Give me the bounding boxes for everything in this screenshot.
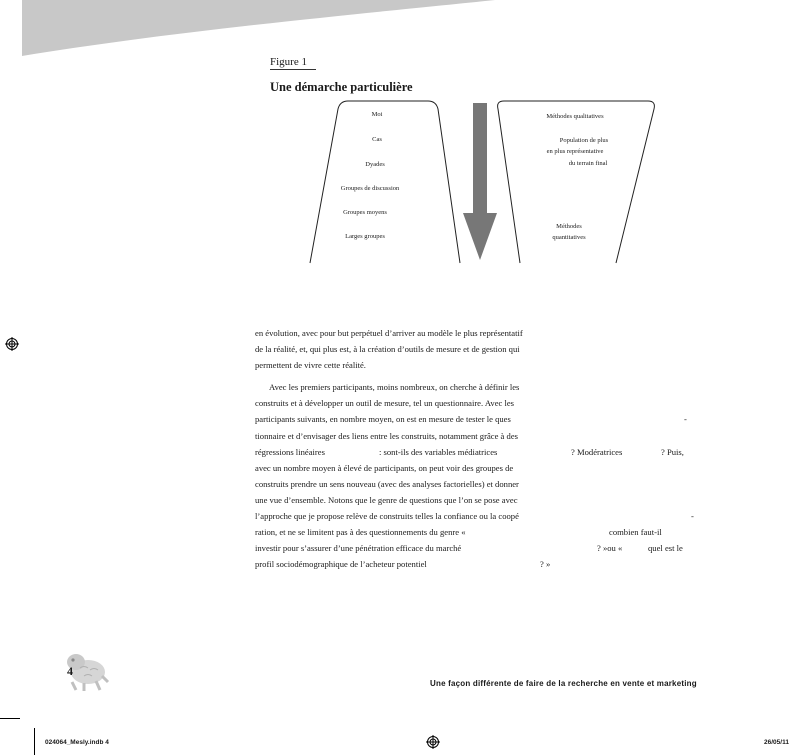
right-label-qualitatives: Méthodes qualitatives <box>546 113 604 120</box>
hyphen-mark: - <box>691 511 694 521</box>
page-number: 4 <box>67 664 73 678</box>
text-line: ration, et ne se limitent pas à des questionnements du genre « <box>255 527 466 537</box>
funnel-level-larges-groupes: Larges groupes <box>345 233 385 240</box>
slug-date: 26/05/11 <box>764 739 789 746</box>
text-line: avec un nombre moyen à élevé de participants, on peut voir des groupes de <box>255 463 514 473</box>
text-line: ? Modératrices <box>571 447 623 457</box>
text-line: combien faut-il <box>609 527 662 537</box>
crop-mark <box>34 728 35 755</box>
text-line: permettent de vivre cette réalité. <box>255 360 366 370</box>
text-line: profil sociodémographique de l’acheteur potentiel <box>255 559 427 569</box>
funnel-level-groupes-discussion: Groupes de discussion <box>340 185 400 192</box>
text-line: : sont-ils des variables médiatrices <box>379 447 498 457</box>
text-line: tionnaire et d’envisager des liens entre les construits, notamment grâce à des <box>255 431 518 441</box>
text-line: l’approche que je propose relève de construits telles la confiance ou la coopé <box>255 511 519 521</box>
page-corner-banner <box>0 0 800 70</box>
text-line: ? »ou « <box>597 543 623 553</box>
text-line: de la réalité, et, qui plus est, à la création d’outils de mesure et de gestion qui <box>255 344 520 354</box>
funnel-level-moi: Moi <box>371 111 383 118</box>
text-line: construits prendre un sens nouveau (avec des analyses factorielles) et donner <box>255 479 519 489</box>
text-line: régressions linéaires <box>255 447 325 457</box>
right-label-population-2: en plus représentative <box>546 148 604 155</box>
text-line: ? » <box>540 559 551 569</box>
figure-title: Une démarche particulière <box>270 80 413 94</box>
registration-mark-icon <box>426 735 440 749</box>
text-line: Avec les premiers participants, moins nombreux, on cherche à définir les <box>269 382 520 392</box>
funnel-level-dyades: Dyades <box>365 161 385 168</box>
text-line: investir pour s’assurer d’une pénétration efficace du marché <box>255 543 462 553</box>
text-line: en évolution, avec pour but perpétuel d’arriver au modèle le plus représentatif <box>255 328 523 338</box>
right-label-methodes: Méthodes <box>556 223 582 230</box>
right-label-population-3: du terrain final <box>568 160 608 167</box>
right-label-population-1: Population de plus <box>559 137 609 144</box>
text-line: participants suivants, en nombre moyen, on est en mesure de tester le ques <box>255 414 511 424</box>
funnel-level-groupes-moyens: Groupes moyens <box>343 209 387 216</box>
text-line: construits et à développer un outil de mesure, tel un questionnaire. Avec les <box>255 398 515 408</box>
figure-label: Figure 1 <box>270 56 316 70</box>
running-footer-title: Une façon différente de faire de la recherche en vente et marketing <box>430 679 697 688</box>
hyphen-mark: - <box>684 414 687 424</box>
funnel-diagram <box>300 95 660 265</box>
crop-mark <box>0 718 20 719</box>
funnel-level-cas: Cas <box>372 136 382 143</box>
text-line: quel est le <box>648 543 683 553</box>
right-label-quantitatives: quantitatives <box>552 234 586 241</box>
registration-mark-icon <box>5 337 19 351</box>
text-line: une vue d’ensemble. Notons que le genre de questions que l’on se pose avec <box>255 495 518 505</box>
text-line: ? Puis, <box>661 447 684 457</box>
slug-file-name: 024064_Mesly.indb 4 <box>45 739 109 746</box>
